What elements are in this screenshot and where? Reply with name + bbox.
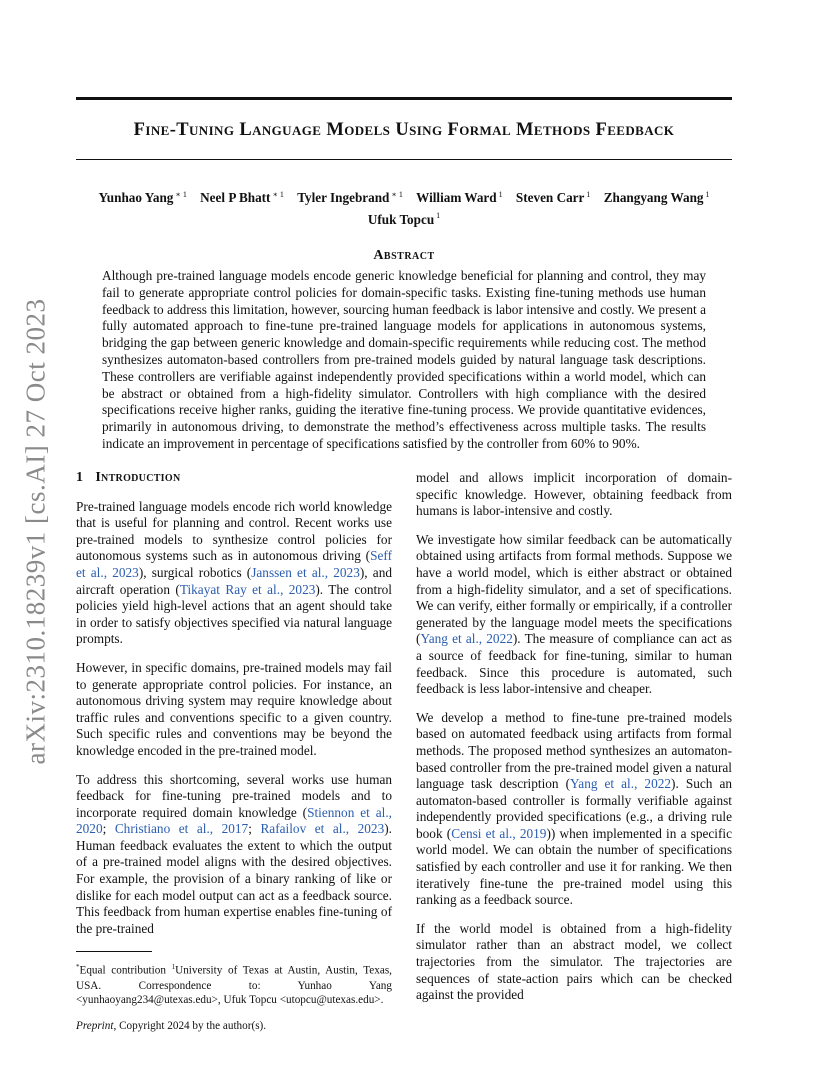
author-affiliation-mark: 1 [436,211,441,221]
citation-link[interactable]: Seff et al., 2023 [76,548,392,580]
author-affiliation-mark: 1 [705,190,710,199]
preprint-notice [76,1019,392,1033]
author-affiliation-mark: ∗ 1 [272,190,284,199]
text-run: We develop a method to fine-tune pre-trained models based on automated feedback using artifacts from formal methods. The proposed method synthesizes an automaton-based controller from the pre-trained model given a natural language task description ( [416,709,732,792]
paragraph [416,470,732,520]
citation-link[interactable]: Yang et al., 2022 [420,631,513,647]
section-number: 1 [76,470,84,485]
author-name: Zhangyang Wang [603,190,704,206]
text-run: model and allows implicit incorporation of domain-specific knowledge. However, obtaining feedback from humans is labor-intensive and costly. [416,470,732,519]
footnote-mark: 1 [171,963,176,972]
text-run: ), surgical robotics ( [138,564,252,580]
right-column [416,470,732,1016]
section-title: Introduction [95,470,181,485]
paragraph [416,921,732,1004]
citation-link[interactable]: Rafailov et al., 2023 [260,821,385,837]
arxiv-stamp [18,296,54,766]
author-affiliation-mark: ∗ 1 [175,190,187,199]
text-run: University of Texas at Austin, Austin, Texas, USA. Correspondence to: Yunhao Yang <yunhaoyang234@utexas.edu>, Ufuk Topcu <utopcu@utexas.edu>. [76,965,392,1006]
author-name: Steven Carr [515,190,585,206]
section-heading-introduction [76,470,392,487]
footnote [76,960,392,1007]
footnote-rule [76,951,152,952]
author-name: Tyler Ingebrand [297,190,390,206]
author-name: Ufuk Topcu [367,211,435,227]
author [200,190,284,205]
author [516,190,590,205]
text-run: ). The control policies yield high-level actions that an agent should take in order to satisfy objectives specified via natural language prompts. [76,581,393,647]
text-run: ). Such an automaton-based controller is formally verifiable against independently provided specifications (e.g., a driving rule book ( [416,776,732,841]
author-affiliation-mark: 1 [586,190,591,199]
text-run: )) when implemented in a specific world model. We can obtain the number of specifications satisfied by each controller and use it for ranking. We then iteratively fine-tune the pre-trained model using this ranking as a feedback source. [416,825,732,908]
text-run: ; [102,821,115,837]
citation-link[interactable]: Yang et al., 2022 [570,776,672,792]
text-run: ; [248,821,261,837]
author-name: Neel P Bhatt [200,190,271,206]
author [297,190,403,205]
author-name: William Ward [416,190,497,206]
author-name: Yunhao Yang [98,190,174,206]
left-column [76,470,392,1045]
citation-link[interactable]: Janssen et al., 2023 [251,564,360,580]
author [604,190,710,205]
text-run: We investigate how similar feedback can be automatically obtained using artifacts from formal methods. Suppose we have a world model, which is either abstract or obtained from a high-fidelity simulator, and a set of specifications. We can verify, either formally or empirically, if a controller generated by the language model meets the specifications ( [416,531,732,647]
citation-link[interactable]: Tikayat Ray et al., 2023 [179,581,316,597]
citation-link[interactable]: Stiennon et al., 2020 [76,804,392,837]
text-run: ). Human feedback evaluates the extent to which the output of a pre-trained model aligns with the desired objectives. For example, the provision of a binary ranking of like or dislike for each model output can act as a feedback source. This feedback from human expertise enables fine-tuning of the pre-trained [76,821,392,936]
arxiv-stamp-text: arXiv:2310.18239v1 [cs.AI] 27 Oct 2023 [20,298,51,764]
paragraph [76,660,392,760]
paper-title: Fine-Tuning Language Models Using Formal Methods Feedback [133,120,675,140]
paragraph [416,532,732,698]
text-run: ), and aircraft operation ( [76,564,392,597]
title-rule-bottom [76,159,732,160]
paragraph [76,772,392,938]
text-run: To address this shortcoming, several works use human feedback for fine-tuning pre-trained models and to incorporate required domain knowledge ( [76,771,392,820]
author-affiliation-mark: 1 [498,190,503,199]
text-run: Equal contribution [79,965,172,978]
author [98,190,186,205]
text-run: If the world model is obtained from a high-fidelity simulator rather than an abstract model, we collect trajectories from the simulator. The trajectories are sequences of state-action pairs which can be checked against the provided [416,920,732,1003]
author [416,190,502,205]
author [368,212,440,227]
author-list [90,186,718,229]
text-run: ). The measure of compliance can act as a source of feedback for fine-tuning, similar to human feedback. Since this procedure is automated, such feedback is less labor-intensive and cheaper. [416,631,732,697]
title-rule-top [76,97,732,100]
text-run: Pre-trained language models encode rich world knowledge that is useful for planning and control. Recent works use pre-trained models to synthesize control policies for autonomous systems such as in autonomous driving ( [76,498,392,564]
footnote-mark: * [76,963,80,972]
abstract-body: Although pre-trained language models encode generic knowledge beneficial for planning and control, they may fail to generate appropriate control policies for domain-specific tasks. Existing fine-tuning methods use human feedback to address this limitation, however, sourcing human feedback is labor intensive and costly. We present a fully automated approach to fine-tune pre-trained language models for applications in autonomous systems, bridging the gap between generic knowledge and domain-specific requirements while reducing cost. The method synthesizes automaton-based controllers from pre-trained models guided by natural language task descriptions. These controllers are verifiable against independently provided specifications within a world model, which can be abstract or obtained from a high-fidelity simulator. Controllers with high compliance with the desired specifications receive higher ranks, guiding the iterative fine-tuning process. We provide quantitative evidences, primarily in autonomous driving, to demonstrate the method’s effectiveness across multiple tasks. The results indicate an improvement in percentage of specifications satisfied by the controller from 60% to 90%. [102,268,706,451]
abstract-heading: Abstract [373,248,435,263]
author-affiliation-mark: ∗ 1 [391,190,403,199]
paragraph [416,710,732,909]
citation-link[interactable]: Christiano et al., 2017 [114,821,249,837]
preprint-copyright: , Copyright 2024 by the author(s). [113,1020,267,1033]
text-run: However, in specific domains, pre-trained models may fail to generate appropriate control policies. For instance, an autonomous driving system may require knowledge about traffic rules and conventions specific to a given country. Such specific rules and conventions may be beyond the knowledge encoded in the pre-trained model. [76,659,392,758]
paragraph [76,499,392,648]
preprint-label: Preprint [76,1020,114,1033]
citation-link[interactable]: Censi et al., 2019 [451,825,547,841]
